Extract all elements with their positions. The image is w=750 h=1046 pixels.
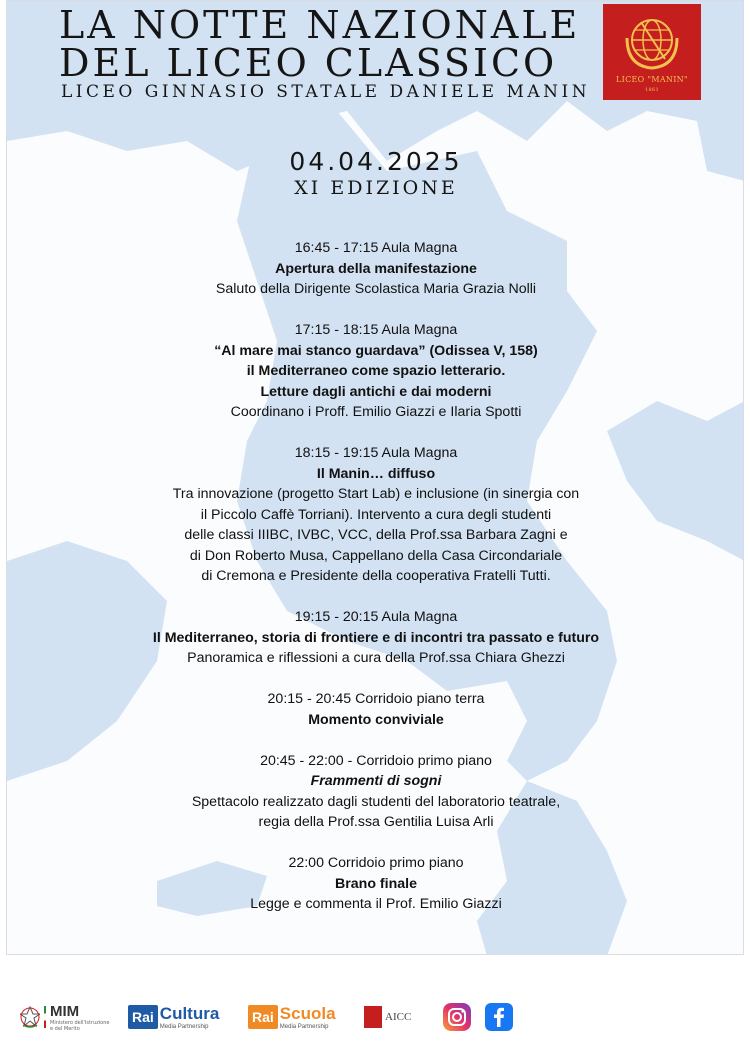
program-item (7, 607, 744, 669)
program-detail: delle classi IIIBC, IVBC, VCC, della Prof.ssa Barbara Zagni e (184, 527, 568, 543)
program-item (7, 238, 744, 300)
edition-label: XI EDIZIONE (294, 177, 458, 199)
program-title: Il Mediterraneo, storia di frontiere e di incontri tra passato e futuro (152, 629, 600, 646)
program-title-line-3: Letture dagli antichi e dai moderni (260, 383, 492, 400)
event-date: 04.04.2025 (289, 147, 463, 176)
rai-cultura-logo (128, 993, 219, 1041)
instagram-icon[interactable] (442, 1002, 472, 1032)
program-item (7, 320, 744, 423)
program-detail: il Piccolo Caffè Torriani). Intervento a cura degli studenti (200, 506, 552, 523)
mim-subtitle-1: Ministero dell'Istruzione (50, 1019, 110, 1026)
cultura-label: Cultura (159, 1004, 220, 1023)
media-partnership-label: Media Partnership (279, 1024, 329, 1030)
program-detail: Panoramica e riflessioni a cura della Prof.ssa Chiara Ghezzi (187, 650, 565, 666)
program-time: 18:15 - 19:15 Aula Magna (294, 445, 458, 461)
program-detail: Tra innovazione (progetto Start Lab) e inclusione (in sinergia con (172, 486, 580, 502)
program-time: 17:15 - 18:15 Aula Magna (294, 322, 458, 338)
mim-subtitle-2: e del Merito (50, 1025, 80, 1032)
program-time: 20:45 - 22:00 - Corridoio primo piano (260, 752, 492, 769)
program-title-line-2: il Mediterraneo come spazio letterario. (246, 363, 506, 379)
program-item (7, 689, 744, 730)
facebook-link[interactable] (484, 993, 514, 1041)
program-detail: Coordinano i Proff. Emilio Giazzi e Ilaria Spotti (230, 404, 522, 420)
program-title: Momento conviviale (308, 711, 444, 728)
aicc-label: AICC (385, 1011, 412, 1023)
partner-logos-footer (0, 993, 750, 1043)
title-line-1: LA NOTTE NAZIONALE (59, 3, 581, 47)
rai-box: Rai (248, 1005, 278, 1029)
flag-stripe (44, 1006, 46, 1028)
italian-emblem-icon (20, 1005, 40, 1029)
aicc-emblem-icon (364, 1006, 382, 1028)
program-time: 19:15 - 20:15 Aula Magna (294, 609, 458, 625)
school-logo (603, 4, 701, 100)
logo-year: 1861 (645, 87, 659, 93)
mim-logo (20, 993, 109, 1041)
program-time: 16:45 - 17:15 Aula Magna (294, 240, 458, 256)
instagram-link[interactable] (442, 993, 472, 1041)
program-title: “Al mare mai stanco guardava” (Odissea V, 158) (214, 342, 538, 359)
program-item (7, 751, 744, 833)
program-time: 20:15 - 20:45 Corridoio piano terra (267, 691, 485, 707)
program-detail: regia della Prof.ssa Gentilia Luisa Arli (258, 814, 494, 830)
school-name: LICEO GINNASIO STATALE DANIELE MANIN (61, 82, 591, 102)
program-item (7, 853, 744, 915)
media-partnership-label: Media Partnership (159, 1024, 209, 1030)
poster (6, 0, 744, 955)
program-detail: Spettacolo realizzato dagli studenti del laboratorio teatrale, (191, 793, 561, 810)
title-line-2: DEL LICEO CLASSICO (59, 41, 558, 85)
program-title: Frammenti di sogni (310, 773, 442, 789)
rai-box: Rai (128, 1005, 158, 1029)
program-title: Apertura della manifestazione (275, 260, 477, 277)
program-detail: Legge e commenta il Prof. Emilio Giazzi (250, 896, 502, 912)
facebook-icon[interactable] (484, 1002, 514, 1032)
logo-text: LICEO "MANIN" (616, 75, 688, 84)
program-title: Il Manin… diffuso (316, 465, 436, 482)
program-time: 22:00 Corridoio primo piano (288, 855, 464, 871)
program-schedule (7, 238, 744, 935)
scuola-label: Scuola (279, 1004, 336, 1023)
program-detail: di Don Roberto Musa, Cappellano della Casa Circondariale (189, 547, 563, 564)
aicc-logo (364, 993, 411, 1041)
rai-scuola-logo (248, 993, 336, 1041)
mim-label: MIM (50, 1002, 80, 1020)
program-detail: Saluto della Dirigente Scolastica Maria Grazia Nolli (215, 281, 537, 297)
program-item (7, 443, 744, 587)
globe-icon (603, 4, 701, 82)
program-detail: di Cremona e Presidente della cooperativa Fratelli Tutti. (201, 568, 551, 584)
program-title: Brano finale (335, 875, 417, 892)
